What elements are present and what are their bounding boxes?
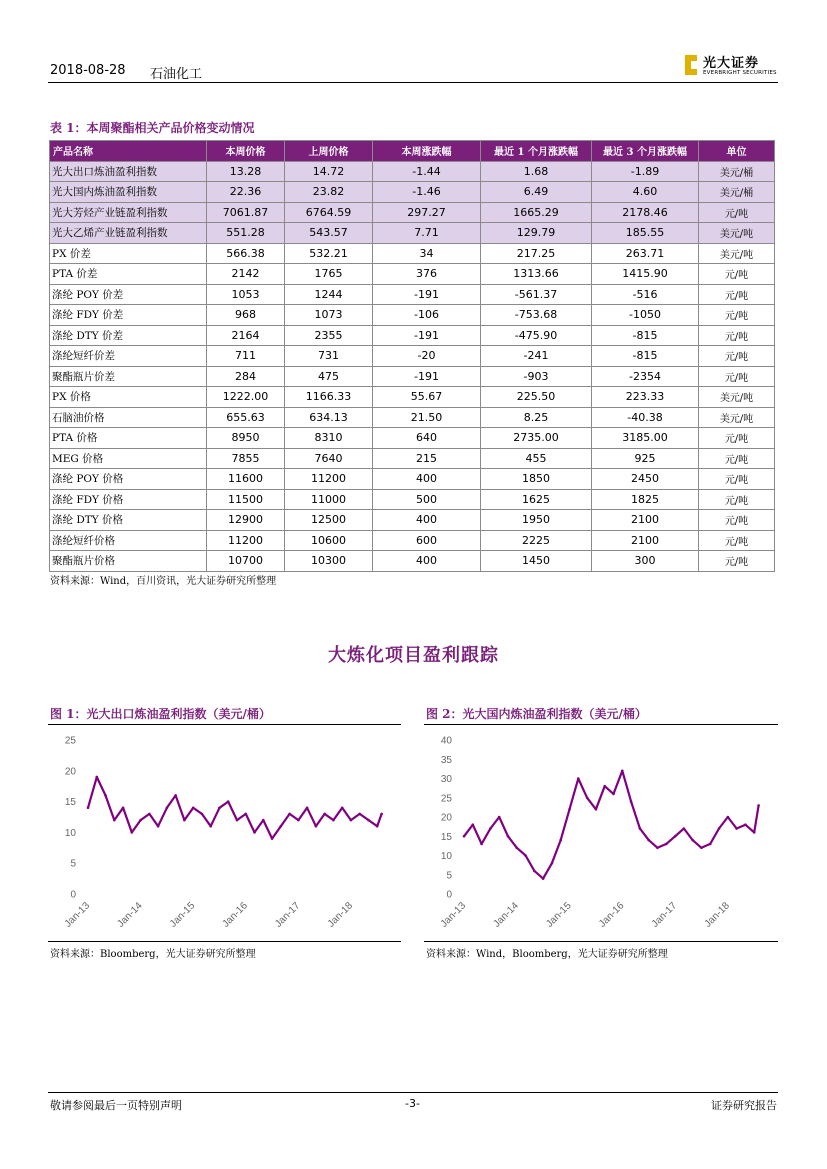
data-point xyxy=(192,806,195,809)
value-cell: 297.27 xyxy=(373,202,481,223)
section-heading: 大炼化项目盈利跟踪 xyxy=(328,645,499,666)
y-tick-label: 25 xyxy=(64,735,76,747)
data-point xyxy=(665,843,668,846)
data-point xyxy=(639,827,642,830)
value-cell: -1.44 xyxy=(373,161,481,182)
table-row xyxy=(50,161,775,182)
x-tick-label: Jan-16 xyxy=(220,900,250,930)
value-cell: 2100 xyxy=(592,510,699,531)
value-cell: 1222.00 xyxy=(207,387,285,408)
unit-cell: 美元/吨 xyxy=(699,387,775,408)
unit-cell: 元/吨 xyxy=(699,264,775,285)
footer-report-type: 证券研究报告 xyxy=(711,1099,777,1112)
table-column-header: 最近 3 个月涨跌幅 xyxy=(592,141,699,162)
y-tick-label: 15 xyxy=(64,797,76,809)
series-line xyxy=(464,771,759,879)
product-name-cell: 涤纶 POY 价差 xyxy=(50,284,207,305)
data-point xyxy=(621,770,624,773)
report-date: 2018-08-28 xyxy=(50,63,126,78)
table-header-row xyxy=(50,141,775,162)
unit-cell: 元/吨 xyxy=(699,489,775,510)
data-point xyxy=(524,854,527,857)
table-row xyxy=(50,551,775,572)
data-point xyxy=(691,839,694,842)
data-point xyxy=(174,794,177,797)
value-cell: 532.21 xyxy=(285,243,373,264)
data-point xyxy=(753,831,756,834)
value-cell: 1850 xyxy=(481,469,592,490)
data-point xyxy=(87,806,90,809)
table-row xyxy=(50,366,775,387)
x-tick-label: Jan-15 xyxy=(167,900,198,930)
data-point xyxy=(595,808,598,811)
product-name-cell: 涤纶 DTY 价差 xyxy=(50,325,207,346)
unit-cell: 元/吨 xyxy=(699,510,775,531)
value-cell: 2142 xyxy=(207,264,285,285)
value-cell: 376 xyxy=(373,264,481,285)
data-point xyxy=(244,813,247,816)
figure-2-top-rule xyxy=(424,724,778,725)
table-column-header: 本周涨跌幅 xyxy=(373,141,481,162)
unit-cell: 美元/吨 xyxy=(699,243,775,264)
value-cell: 400 xyxy=(373,469,481,490)
unit-cell: 元/吨 xyxy=(699,428,775,449)
value-cell: 1073 xyxy=(285,305,373,326)
data-point xyxy=(122,806,125,809)
product-name-cell: PTA 价差 xyxy=(50,264,207,285)
value-cell: 640 xyxy=(373,428,481,449)
y-tick-label: 10 xyxy=(440,851,452,862)
y-tick-label: 40 xyxy=(440,735,452,747)
value-cell: 1625 xyxy=(481,489,592,510)
data-point xyxy=(612,793,615,796)
data-point xyxy=(166,806,169,809)
value-cell: 2178.46 xyxy=(592,202,699,223)
value-cell: -191 xyxy=(373,284,481,305)
product-name-cell: PTA 价格 xyxy=(50,428,207,449)
unit-cell: 元/吨 xyxy=(699,284,775,305)
value-cell: 10700 xyxy=(207,551,285,572)
value-cell: 34 xyxy=(373,243,481,264)
value-cell: 8.25 xyxy=(481,407,592,428)
data-point xyxy=(757,804,760,807)
data-point xyxy=(104,794,107,797)
value-cell: 10300 xyxy=(285,551,373,572)
data-point xyxy=(297,819,300,822)
value-cell: 1415.90 xyxy=(592,264,699,285)
value-cell: 655.63 xyxy=(207,407,285,428)
table-row xyxy=(50,530,775,551)
product-name-cell: 光大国内炼油盈利指数 xyxy=(50,182,207,203)
table-row xyxy=(50,305,775,326)
table-row xyxy=(50,489,775,510)
value-cell: 300 xyxy=(592,551,699,572)
value-cell: 8950 xyxy=(207,428,285,449)
value-cell: 217.25 xyxy=(481,243,592,264)
data-point xyxy=(376,825,379,828)
data-point xyxy=(559,839,562,842)
unit-cell: 美元/吨 xyxy=(699,223,775,244)
value-cell: 12500 xyxy=(285,510,373,531)
table-column-header: 最近 1 个月涨跌幅 xyxy=(481,141,592,162)
data-point xyxy=(727,816,730,819)
figure-2-bottom-rule xyxy=(424,941,778,942)
data-point xyxy=(253,831,256,834)
data-point xyxy=(542,877,545,880)
data-point xyxy=(148,813,151,816)
data-point xyxy=(683,827,686,830)
value-cell: -516 xyxy=(592,284,699,305)
value-cell: 1665.29 xyxy=(481,202,592,223)
table-row xyxy=(50,469,775,490)
logo-name-cn: 光大证券 xyxy=(703,56,760,71)
data-point xyxy=(507,835,510,838)
value-cell: -1.89 xyxy=(592,161,699,182)
value-cell: -561.37 xyxy=(481,284,592,305)
data-point xyxy=(280,825,283,828)
table-row xyxy=(50,243,775,264)
x-tick-label: Jan-16 xyxy=(597,900,627,930)
header-divider xyxy=(48,82,778,83)
y-tick-label: 30 xyxy=(440,774,452,785)
data-point xyxy=(131,831,134,834)
company-logo xyxy=(685,52,780,80)
data-point xyxy=(463,835,466,838)
product-name-cell: 涤纶短纤价差 xyxy=(50,346,207,367)
value-cell: 4.60 xyxy=(592,182,699,203)
value-cell: 925 xyxy=(592,448,699,469)
footer-disclaimer: 敬请参阅最后一页特别声明 xyxy=(50,1099,182,1112)
unit-cell: 元/吨 xyxy=(699,325,775,346)
unit-cell: 元/吨 xyxy=(699,448,775,469)
y-tick-label: 20 xyxy=(64,766,76,778)
data-point xyxy=(577,777,580,780)
table-column-header: 本周价格 xyxy=(207,141,285,162)
x-tick-label: Jan-13 xyxy=(438,900,469,930)
value-cell: 500 xyxy=(373,489,481,510)
value-cell: 55.67 xyxy=(373,387,481,408)
table-column-header: 产品名称 xyxy=(50,141,207,162)
value-cell: 1313.66 xyxy=(481,264,592,285)
value-cell: 2225 xyxy=(481,530,592,551)
value-cell: 731 xyxy=(285,346,373,367)
report-section: 石油化工 xyxy=(150,67,203,82)
data-point xyxy=(674,835,677,838)
table-row xyxy=(50,428,775,449)
x-tick-label: Jan-14 xyxy=(491,900,521,930)
value-cell: 2355 xyxy=(285,325,373,346)
data-point xyxy=(498,816,501,819)
product-name-cell: PX 价差 xyxy=(50,243,207,264)
product-name-cell: 石脑油价格 xyxy=(50,407,207,428)
value-cell: -106 xyxy=(373,305,481,326)
product-name-cell: 光大出口炼油盈利指数 xyxy=(50,161,207,182)
data-point xyxy=(271,837,274,840)
value-cell: -475.90 xyxy=(481,325,592,346)
figure-1-source: 资料来源：Bloomberg，光大证券研究所整理 xyxy=(50,949,256,960)
value-cell: 11000 xyxy=(285,489,373,510)
data-point xyxy=(603,785,606,788)
table-title: 表 1：本周聚酯相关产品价格变动情况 xyxy=(50,121,255,135)
unit-cell: 元/吨 xyxy=(699,551,775,572)
y-tick-label: 35 xyxy=(440,754,452,766)
value-cell: 1.68 xyxy=(481,161,592,182)
table-row xyxy=(50,346,775,367)
series-line xyxy=(88,777,382,839)
unit-cell: 元/吨 xyxy=(699,202,775,223)
value-cell: -40.38 xyxy=(592,407,699,428)
value-cell: 1825 xyxy=(592,489,699,510)
value-cell: 11600 xyxy=(207,469,285,490)
data-point xyxy=(735,827,738,830)
table-row xyxy=(50,182,775,203)
data-point xyxy=(367,819,370,822)
table-column-header: 上周价格 xyxy=(285,141,373,162)
x-tick-label: Jan-18 xyxy=(325,900,356,930)
x-tick-label: Jan-13 xyxy=(62,900,93,930)
value-cell: 475 xyxy=(285,366,373,387)
table-column-header: 单位 xyxy=(699,141,775,162)
product-name-cell: 聚酯瓶片价差 xyxy=(50,366,207,387)
value-cell: -241 xyxy=(481,346,592,367)
value-cell: -1.46 xyxy=(373,182,481,203)
value-cell: -191 xyxy=(373,325,481,346)
unit-cell: 美元/桶 xyxy=(699,161,775,182)
value-cell: 1765 xyxy=(285,264,373,285)
data-point xyxy=(380,813,383,816)
value-cell: 551.28 xyxy=(207,223,285,244)
data-point xyxy=(358,813,361,816)
value-cell: 12900 xyxy=(207,510,285,531)
x-tick-label: Jan-14 xyxy=(115,900,145,930)
product-name-cell: 光大芳烃产业链盈利指数 xyxy=(50,202,207,223)
value-cell: -753.68 xyxy=(481,305,592,326)
value-cell: 11200 xyxy=(207,530,285,551)
value-cell: 3185.00 xyxy=(592,428,699,449)
data-point xyxy=(551,862,554,865)
value-cell: -20 xyxy=(373,346,481,367)
data-point xyxy=(350,819,353,822)
value-cell: 2735.00 xyxy=(481,428,592,449)
value-cell: 455 xyxy=(481,448,592,469)
figure-2-title: 图 2：光大国内炼油盈利指数（美元/桶） xyxy=(426,707,647,721)
data-point xyxy=(113,819,116,822)
unit-cell: 美元/吨 xyxy=(699,407,775,428)
data-point xyxy=(157,825,160,828)
logo-name-en: EVERBRIGHT SECURITIES xyxy=(703,70,777,76)
y-tick-label: 25 xyxy=(440,793,452,805)
data-point xyxy=(647,839,650,842)
footer-divider xyxy=(48,1092,778,1093)
value-cell: 7855 xyxy=(207,448,285,469)
data-point xyxy=(718,827,721,830)
unit-cell: 元/吨 xyxy=(699,305,775,326)
figure-1-bottom-rule xyxy=(48,941,401,942)
value-cell: 6764.59 xyxy=(285,202,373,223)
value-cell: 284 xyxy=(207,366,285,387)
y-tick-label: 5 xyxy=(70,858,76,870)
table-row xyxy=(50,407,775,428)
value-cell: 11200 xyxy=(285,469,373,490)
product-name-cell: 涤纶 FDY 价格 xyxy=(50,489,207,510)
table-row xyxy=(50,264,775,285)
y-tick-label: 20 xyxy=(440,812,452,824)
value-cell: -815 xyxy=(592,346,699,367)
product-name-cell: 涤纶 DTY 价格 xyxy=(50,510,207,531)
figure-2-source: 资料来源：Wind，Bloomberg，光大证券研究所整理 xyxy=(426,949,668,960)
figure-1-title: 图 1：光大出口炼油盈利指数（美元/桶） xyxy=(50,707,271,721)
figure-2-chart xyxy=(424,728,778,940)
value-cell: 711 xyxy=(207,346,285,367)
value-cell: 6.49 xyxy=(481,182,592,203)
value-cell: -2354 xyxy=(592,366,699,387)
data-point xyxy=(95,776,98,779)
data-point xyxy=(471,823,474,826)
y-tick-label: 15 xyxy=(440,831,452,843)
table-row xyxy=(50,510,775,531)
table-source: 资料来源：Wind，百川资讯，光大证券研究所整理 xyxy=(50,576,277,587)
data-point xyxy=(341,806,344,809)
x-tick-label: Jan-17 xyxy=(273,900,303,930)
value-cell: 7061.87 xyxy=(207,202,285,223)
data-point xyxy=(533,870,536,873)
data-point xyxy=(323,813,326,816)
value-cell: 1166.33 xyxy=(285,387,373,408)
table-row xyxy=(50,202,775,223)
data-point xyxy=(236,819,239,822)
value-cell: 21.50 xyxy=(373,407,481,428)
product-name-cell: 涤纶短纤价格 xyxy=(50,530,207,551)
value-cell: 23.82 xyxy=(285,182,373,203)
value-cell: 7.71 xyxy=(373,223,481,244)
data-point xyxy=(568,808,571,811)
value-cell: 968 xyxy=(207,305,285,326)
price-change-table xyxy=(49,140,775,572)
data-point xyxy=(306,806,309,809)
value-cell: 634.13 xyxy=(285,407,373,428)
value-cell: 543.57 xyxy=(285,223,373,244)
data-point xyxy=(315,825,318,828)
value-cell: 2164 xyxy=(207,325,285,346)
unit-cell: 元/吨 xyxy=(699,469,775,490)
y-tick-label: 0 xyxy=(70,889,76,901)
product-name-cell: 涤纶 FDY 价差 xyxy=(50,305,207,326)
value-cell: -815 xyxy=(592,325,699,346)
value-cell: 215 xyxy=(373,448,481,469)
data-point xyxy=(489,827,492,830)
value-cell: 8310 xyxy=(285,428,373,449)
data-point xyxy=(288,813,291,816)
unit-cell: 元/吨 xyxy=(699,530,775,551)
data-point xyxy=(700,847,703,850)
value-cell: 185.55 xyxy=(592,223,699,244)
y-tick-label: 10 xyxy=(64,827,76,839)
data-point xyxy=(480,843,483,846)
data-point xyxy=(656,847,659,850)
product-name-cell: 涤纶 POY 价格 xyxy=(50,469,207,490)
x-tick-label: Jan-17 xyxy=(649,900,680,930)
value-cell: 2450 xyxy=(592,469,699,490)
value-cell: 566.38 xyxy=(207,243,285,264)
value-cell: 11500 xyxy=(207,489,285,510)
value-cell: 1450 xyxy=(481,551,592,572)
value-cell: 129.79 xyxy=(481,223,592,244)
data-point xyxy=(515,847,518,850)
value-cell: 7640 xyxy=(285,448,373,469)
value-cell: 2100 xyxy=(592,530,699,551)
product-name-cell: PX 价格 xyxy=(50,387,207,408)
value-cell: 225.50 xyxy=(481,387,592,408)
value-cell: 400 xyxy=(373,510,481,531)
unit-cell: 元/吨 xyxy=(699,346,775,367)
table-row xyxy=(50,325,775,346)
value-cell: 1053 xyxy=(207,284,285,305)
data-point xyxy=(227,800,230,803)
product-name-cell: MEG 价格 xyxy=(50,448,207,469)
product-name-cell: 聚酯瓶片价格 xyxy=(50,551,207,572)
value-cell: -191 xyxy=(373,366,481,387)
figure-1-chart xyxy=(48,728,401,940)
value-cell: 22.36 xyxy=(207,182,285,203)
data-point xyxy=(744,823,747,826)
table-row xyxy=(50,223,775,244)
table-row xyxy=(50,284,775,305)
value-cell: 1244 xyxy=(285,284,373,305)
unit-cell: 美元/桶 xyxy=(699,182,775,203)
x-tick-label: Jan-15 xyxy=(544,900,574,930)
value-cell: 600 xyxy=(373,530,481,551)
data-point xyxy=(218,806,221,809)
data-point xyxy=(139,819,142,822)
page-number: -3- xyxy=(405,1097,420,1110)
value-cell: -903 xyxy=(481,366,592,387)
y-tick-label: 5 xyxy=(446,870,452,882)
data-point xyxy=(201,813,204,816)
data-point xyxy=(332,819,335,822)
data-point xyxy=(630,800,633,803)
unit-cell: 元/吨 xyxy=(699,366,775,387)
data-point xyxy=(262,819,265,822)
product-name-cell: 光大乙烯产业链盈利指数 xyxy=(50,223,207,244)
value-cell: 223.33 xyxy=(592,387,699,408)
value-cell: 400 xyxy=(373,551,481,572)
value-cell: 13.28 xyxy=(207,161,285,182)
y-tick-label: 0 xyxy=(446,889,452,901)
x-tick-label: Jan-18 xyxy=(702,900,732,930)
data-point xyxy=(209,825,212,828)
value-cell: 10600 xyxy=(285,530,373,551)
value-cell: 14.72 xyxy=(285,161,373,182)
table-row xyxy=(50,387,775,408)
data-point xyxy=(586,796,589,799)
data-point xyxy=(183,819,186,822)
figure-1-top-rule xyxy=(48,724,401,725)
data-point xyxy=(709,843,712,846)
value-cell: 263.71 xyxy=(592,243,699,264)
value-cell: -1050 xyxy=(592,305,699,326)
value-cell: 1950 xyxy=(481,510,592,531)
table-row xyxy=(50,448,775,469)
